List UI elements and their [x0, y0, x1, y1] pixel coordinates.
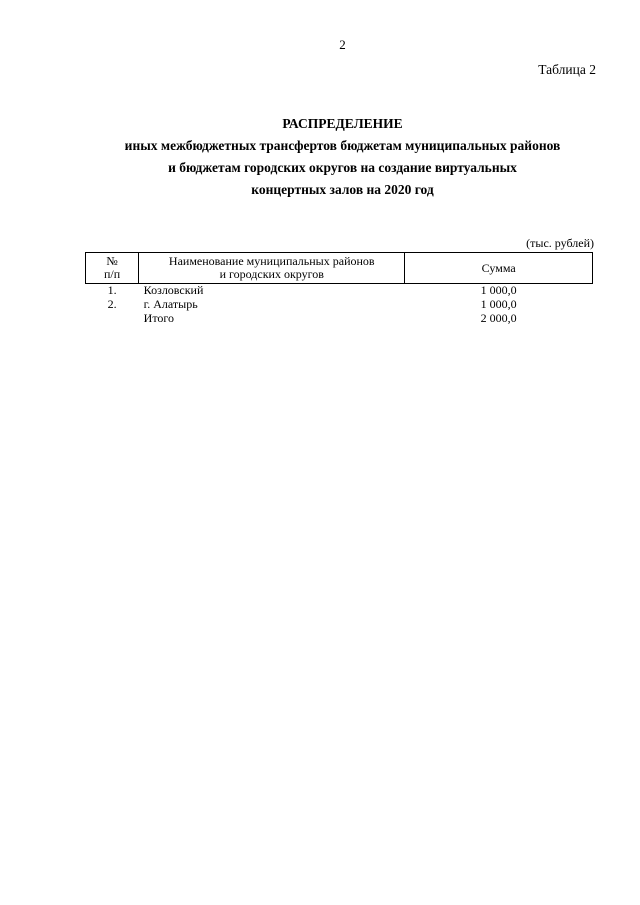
header-name-line-2: и городских округов [219, 267, 324, 281]
title-line-3: и бюджетам городских округов на создание виртуальных [168, 160, 517, 175]
header-number [86, 253, 139, 284]
total-sum: 2 000,0 [480, 311, 517, 325]
table-label: Таблица 2 [538, 62, 596, 77]
row-number: 2. [107, 297, 117, 311]
title-line-2: иных межбюджетных трансфертов бюджетам муниципальных районов [124, 138, 561, 153]
header-name [139, 253, 405, 284]
row-name: Козловский [143, 283, 204, 297]
distribution-table [85, 252, 593, 326]
row-sum: 1 000,0 [480, 297, 517, 311]
header-number-line-1: № [106, 254, 118, 268]
table-row [86, 284, 593, 299]
title-line-1: РАСПРЕДЕЛЕНИЕ [282, 116, 403, 131]
total-label: Итого [143, 311, 175, 325]
table-header-row [86, 253, 593, 284]
page-number: 2 [339, 37, 346, 52]
title-line-4: концертных залов на 2020 год [251, 182, 434, 197]
document-title [0, 113, 640, 201]
header-number-line-2: п/п [103, 267, 121, 281]
row-sum: 1 000,0 [480, 283, 517, 297]
header-sum: Сумма [405, 253, 593, 284]
units-note: (тыс. рублей) [526, 236, 594, 250]
table-row [86, 298, 593, 312]
row-number: 1. [107, 283, 117, 297]
header-name-line-1: Наименование муниципальных районов [168, 254, 375, 268]
total-number-cell [86, 312, 139, 326]
row-name: г. Алатырь [143, 297, 198, 311]
total-row [86, 312, 593, 326]
